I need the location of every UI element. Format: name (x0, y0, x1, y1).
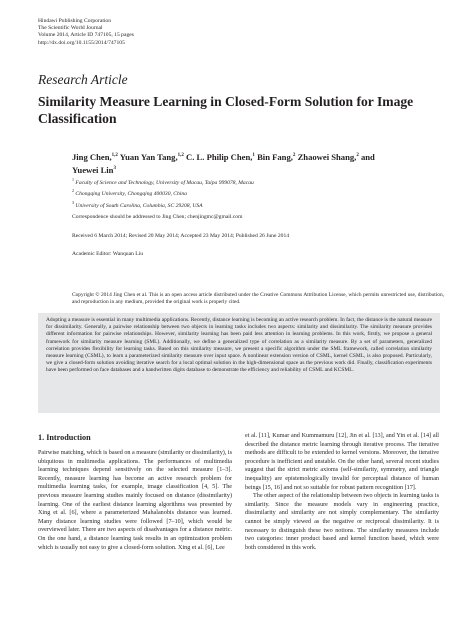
author-name: Zhaowei Shang, (297, 151, 357, 162)
affiliation-text: University of South Carolina, Columbia, SC 29208, USA (74, 202, 203, 209)
paragraph: Pairwise matching, which is based on a measure (similarity or dissimilarity), is ubiquitous in multimedia applications. The performances of multimedia learning techniques depend sensitively on the selected measure [1–3]. Recently, measure learning has become an active research problem for multimedia learning tasks, for example, image classification [4, 5]. The previous measure learning studies mainly focused on distance (dissimilarity) learning. One of the earliest distance learning algorithms was presented by Xing et al. [6], where a parameterized Mahalanobis distance was learned. Many distance learning studies were followed [7–10], which would be overviewed later. There are two aspects of disadvantages for a distance metric. On the one hand, a distance learning task results in an optimization problem which is usually not easy to give a closed-form solution. Xing et al. [6], Lee (38, 450, 232, 551)
affiliation-list (72, 176, 254, 210)
affiliation (72, 176, 254, 187)
paper-title: Similarity Measure Learning in Closed-Form Solution for Image Classification (38, 94, 414, 126)
abstract-text: Adopting a measure is essential in many multimedia applications. Recently, distance learning is becoming an active research problem. In fact, the distance is the natural measure for dissimilarity. Generally, a pairwise relationship between two objects in learning tasks includes two aspects: similarity and dissimilarity. The similarity measure provides different information for pairwise relationships. However, similarity learning has been paid less attention in learning problems. In this work, firstly, we propose a general framework for similarity measure learning (SML). Additionally, we define a generalized type of correlation as a similarity measure. By a set of parameters, generalized correlation provides flexibility for learning tasks. Based on this similarity measure, we present a specific algorithm under the SML framework, called correlation similarity measure learning (CSML), to learn a parameterized similarity measure over input space. A nonlinear extension version of CSML, kernel CSML, is also proposed. Particularly, we give a closed-form solution avoiding iterative search for a local optimal solution in the high-dimensional space as the previous work did. Finally, classification experiments have been performed on face databases and a handwritten digits database to demonstrate the efficiency and reliability of CSML and KCSML. (46, 317, 432, 374)
affiliation-text: Faculty of Science and Technology, University of Macau, Taipa 999078, Macau (74, 179, 254, 186)
author-name: Jing Chen, (72, 151, 112, 162)
journal-doi[interactable]: http://dx.doi.org/10.1155/2014/747105 (38, 39, 125, 46)
affiliation (72, 199, 254, 210)
paragraph: et al. [11], Kumar and Kummamuru [12], Jin et al. [13], and Yin et al. [14] all described the distance metric learning through iterative process. The iterative methods are difficult to be extended to kernel versions. Moreover, the iterative procedure is inefficient and unstable. On the other hand, several recent studies suggest that the strict metric axioms (self-similarity, symmetry, and triangle inequality) are epistemologically invalid for perceptual distance of human beings [15, 16] and not so suitable for robust pattern recognition [17]. (245, 433, 439, 491)
affiliation (72, 187, 254, 198)
author-affiliation-marker: 1,2 (177, 153, 184, 158)
author-list (72, 150, 392, 177)
paragraph: The other aspect of the relationship between two objects in learning tasks is similarity. Since the measure models vary in engineering practice, dissimilarity and similarity are not simply complementary. The similarity cannot be simply viewed as the negative or reciprocal dissimilarity. It is necessary to distinguish these two notions. The similarity measures include two categories: inner product based and kernel function based, which were both considered in this work. (245, 493, 439, 551)
article-type: Research Article (38, 72, 128, 87)
publication-dates: Received 6 March 2014; Revised 20 May 2014; Accepted 23 May 2014; Published 26 June 2014 (72, 233, 290, 239)
copyright-notice: Copyright © 2014 Jing Chen et al. This is an open access article distributed under the Creative Commons Attribution License, which permits unrestricted use, distribution, and reproduction in any medium, provided the original work is properly cited. (72, 292, 444, 306)
author-name: and Yuewei Lin (72, 151, 375, 176)
author-affiliation-marker: 2 (356, 153, 359, 158)
journal-publisher: Hindawi Publishing Corporation (38, 18, 112, 24)
author-affiliation-marker: 1,2 (111, 153, 118, 158)
affiliation-number: 2 (72, 188, 74, 194)
correspondence: Correspondence should be addressed to Jing Chen; chenjingmc@gmail.com (72, 214, 243, 220)
left-column (38, 449, 232, 552)
author-affiliation-marker: 1 (252, 153, 255, 158)
section-heading-introduction: 1. Introduction (38, 433, 91, 442)
author-name: C. L. Philip Chen, (186, 151, 253, 162)
affiliation-number: 1 (72, 177, 74, 182)
author-affiliation-marker: 3 (113, 166, 116, 172)
journal-volume: Volume 2014, Article ID 747105, 15 pages (38, 32, 134, 39)
affiliation-text: Chongqing University, Chongqing 400030, China (74, 191, 187, 198)
academic-editor: Academic Editor: Wanquan Liu (72, 251, 144, 257)
affiliation-number: 3 (72, 199, 74, 205)
author-name: Yuan Yan Tang, (119, 151, 178, 162)
author-affiliation-marker: 2 (292, 153, 296, 158)
journal-header (38, 18, 134, 47)
author-name: Bin Fang, (257, 151, 293, 162)
journal-name: The Scientific World Journal (38, 25, 103, 32)
right-column (245, 432, 439, 552)
